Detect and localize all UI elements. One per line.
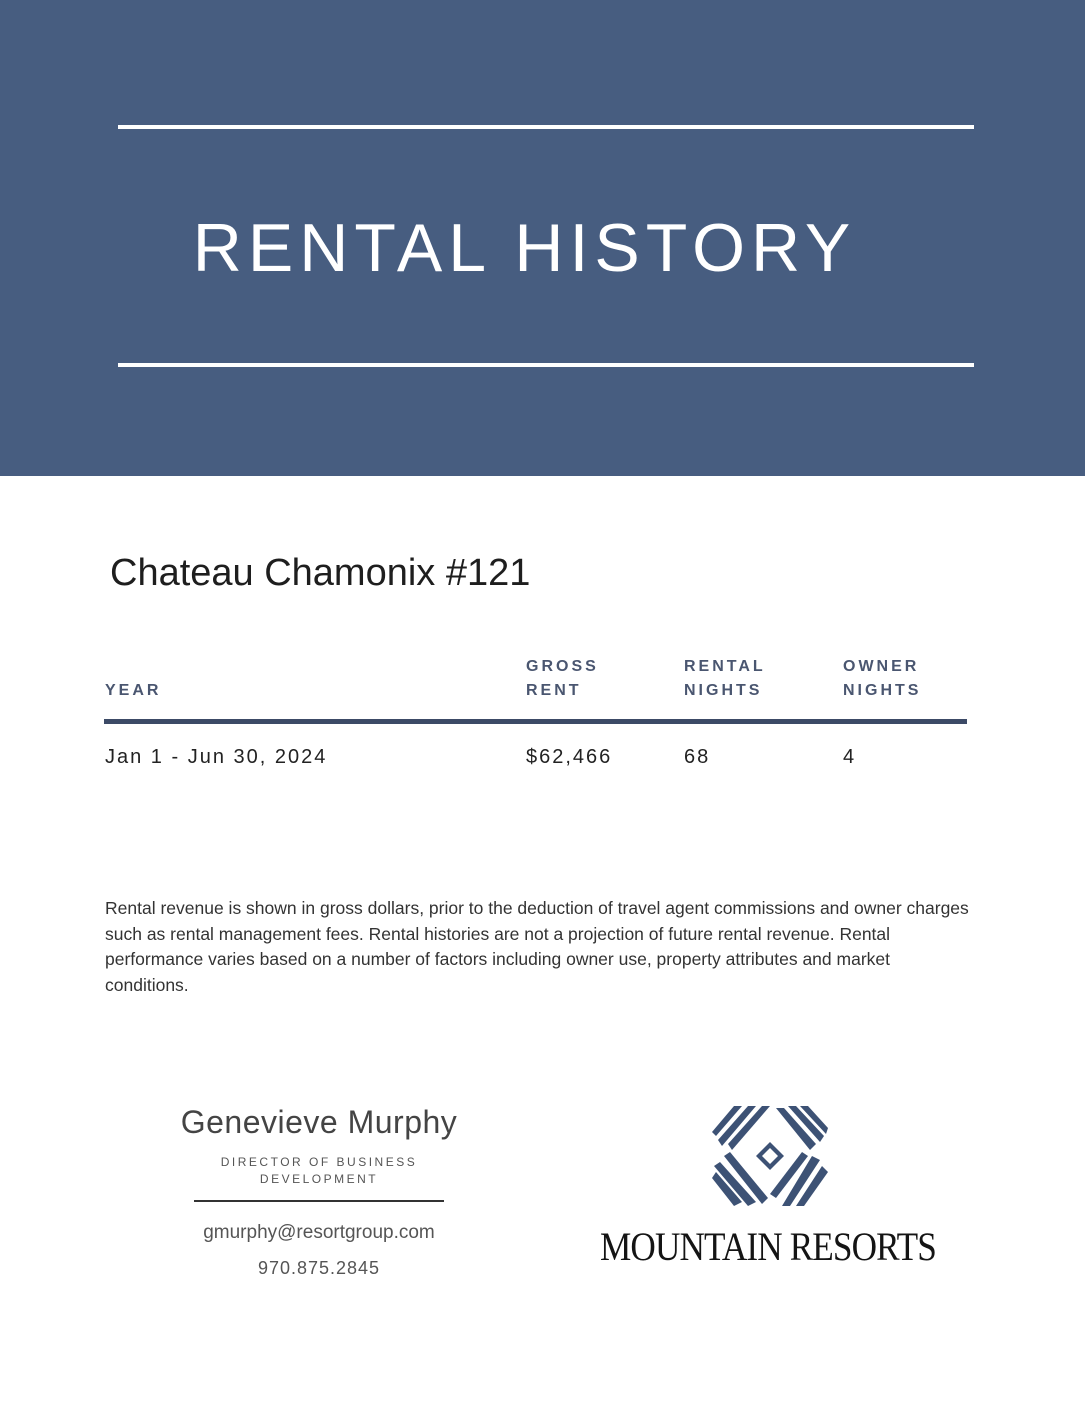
- header-banner: [0, 0, 1085, 476]
- column-header-rental-line2: NIGHTS: [684, 682, 763, 699]
- column-header-gross-line2: RENT: [526, 682, 582, 699]
- banner-bottom-rule: [118, 363, 974, 367]
- contact-divider: [194, 1200, 444, 1202]
- table-header-rule: [104, 719, 967, 724]
- woven-lattice-logo-icon: [712, 1106, 828, 1206]
- column-header-rental-line1: RENTAL: [684, 658, 766, 675]
- cell-gross-rent: $62,466: [526, 746, 613, 768]
- column-header-owner-line1: OWNER: [843, 658, 920, 675]
- column-header-owner-line2: NIGHTS: [843, 682, 922, 699]
- contact-card: [160, 1100, 478, 1280]
- logo-wordmark: MOUNTAIN RESORTS: [600, 1224, 936, 1269]
- cell-rental-nights: 68: [684, 746, 711, 768]
- contact-name: Genevieve Murphy: [180, 1104, 458, 1140]
- property-name: Chateau Chamonix #121: [110, 552, 531, 594]
- cell-owner-nights: 4: [843, 746, 857, 768]
- banner-top-rule: [118, 125, 974, 129]
- cell-year: Jan 1 - Jun 30, 2024: [105, 746, 328, 768]
- contact-phone: 970.875.2845: [257, 1258, 381, 1278]
- column-header-gross-line1: GROSS: [526, 658, 599, 675]
- column-header-year: [105, 679, 161, 703]
- page-title: RENTAL HISTORY: [192, 210, 857, 286]
- disclaimer-text: Rental revenue is shown in gross dollars, prior to the deduction of travel agent commissions and owner charges such as rental management fees. Rental histories are not a projection of future rental revenue. Rental performance varies based on a number of factors including owner use, property attributes and market conditions.: [105, 898, 969, 995]
- column-header-year-label: YEAR: [105, 682, 162, 699]
- contact-title: DIRECTOR OF BUSINESS DEVELOPMENT: [220, 1155, 418, 1186]
- column-header-owner-nights: [843, 655, 983, 703]
- column-header-gross-rent: [526, 655, 666, 703]
- contact-email-link[interactable]: gmurphy@resortgroup.com: [203, 1222, 435, 1243]
- column-header-rental-nights: [684, 655, 824, 703]
